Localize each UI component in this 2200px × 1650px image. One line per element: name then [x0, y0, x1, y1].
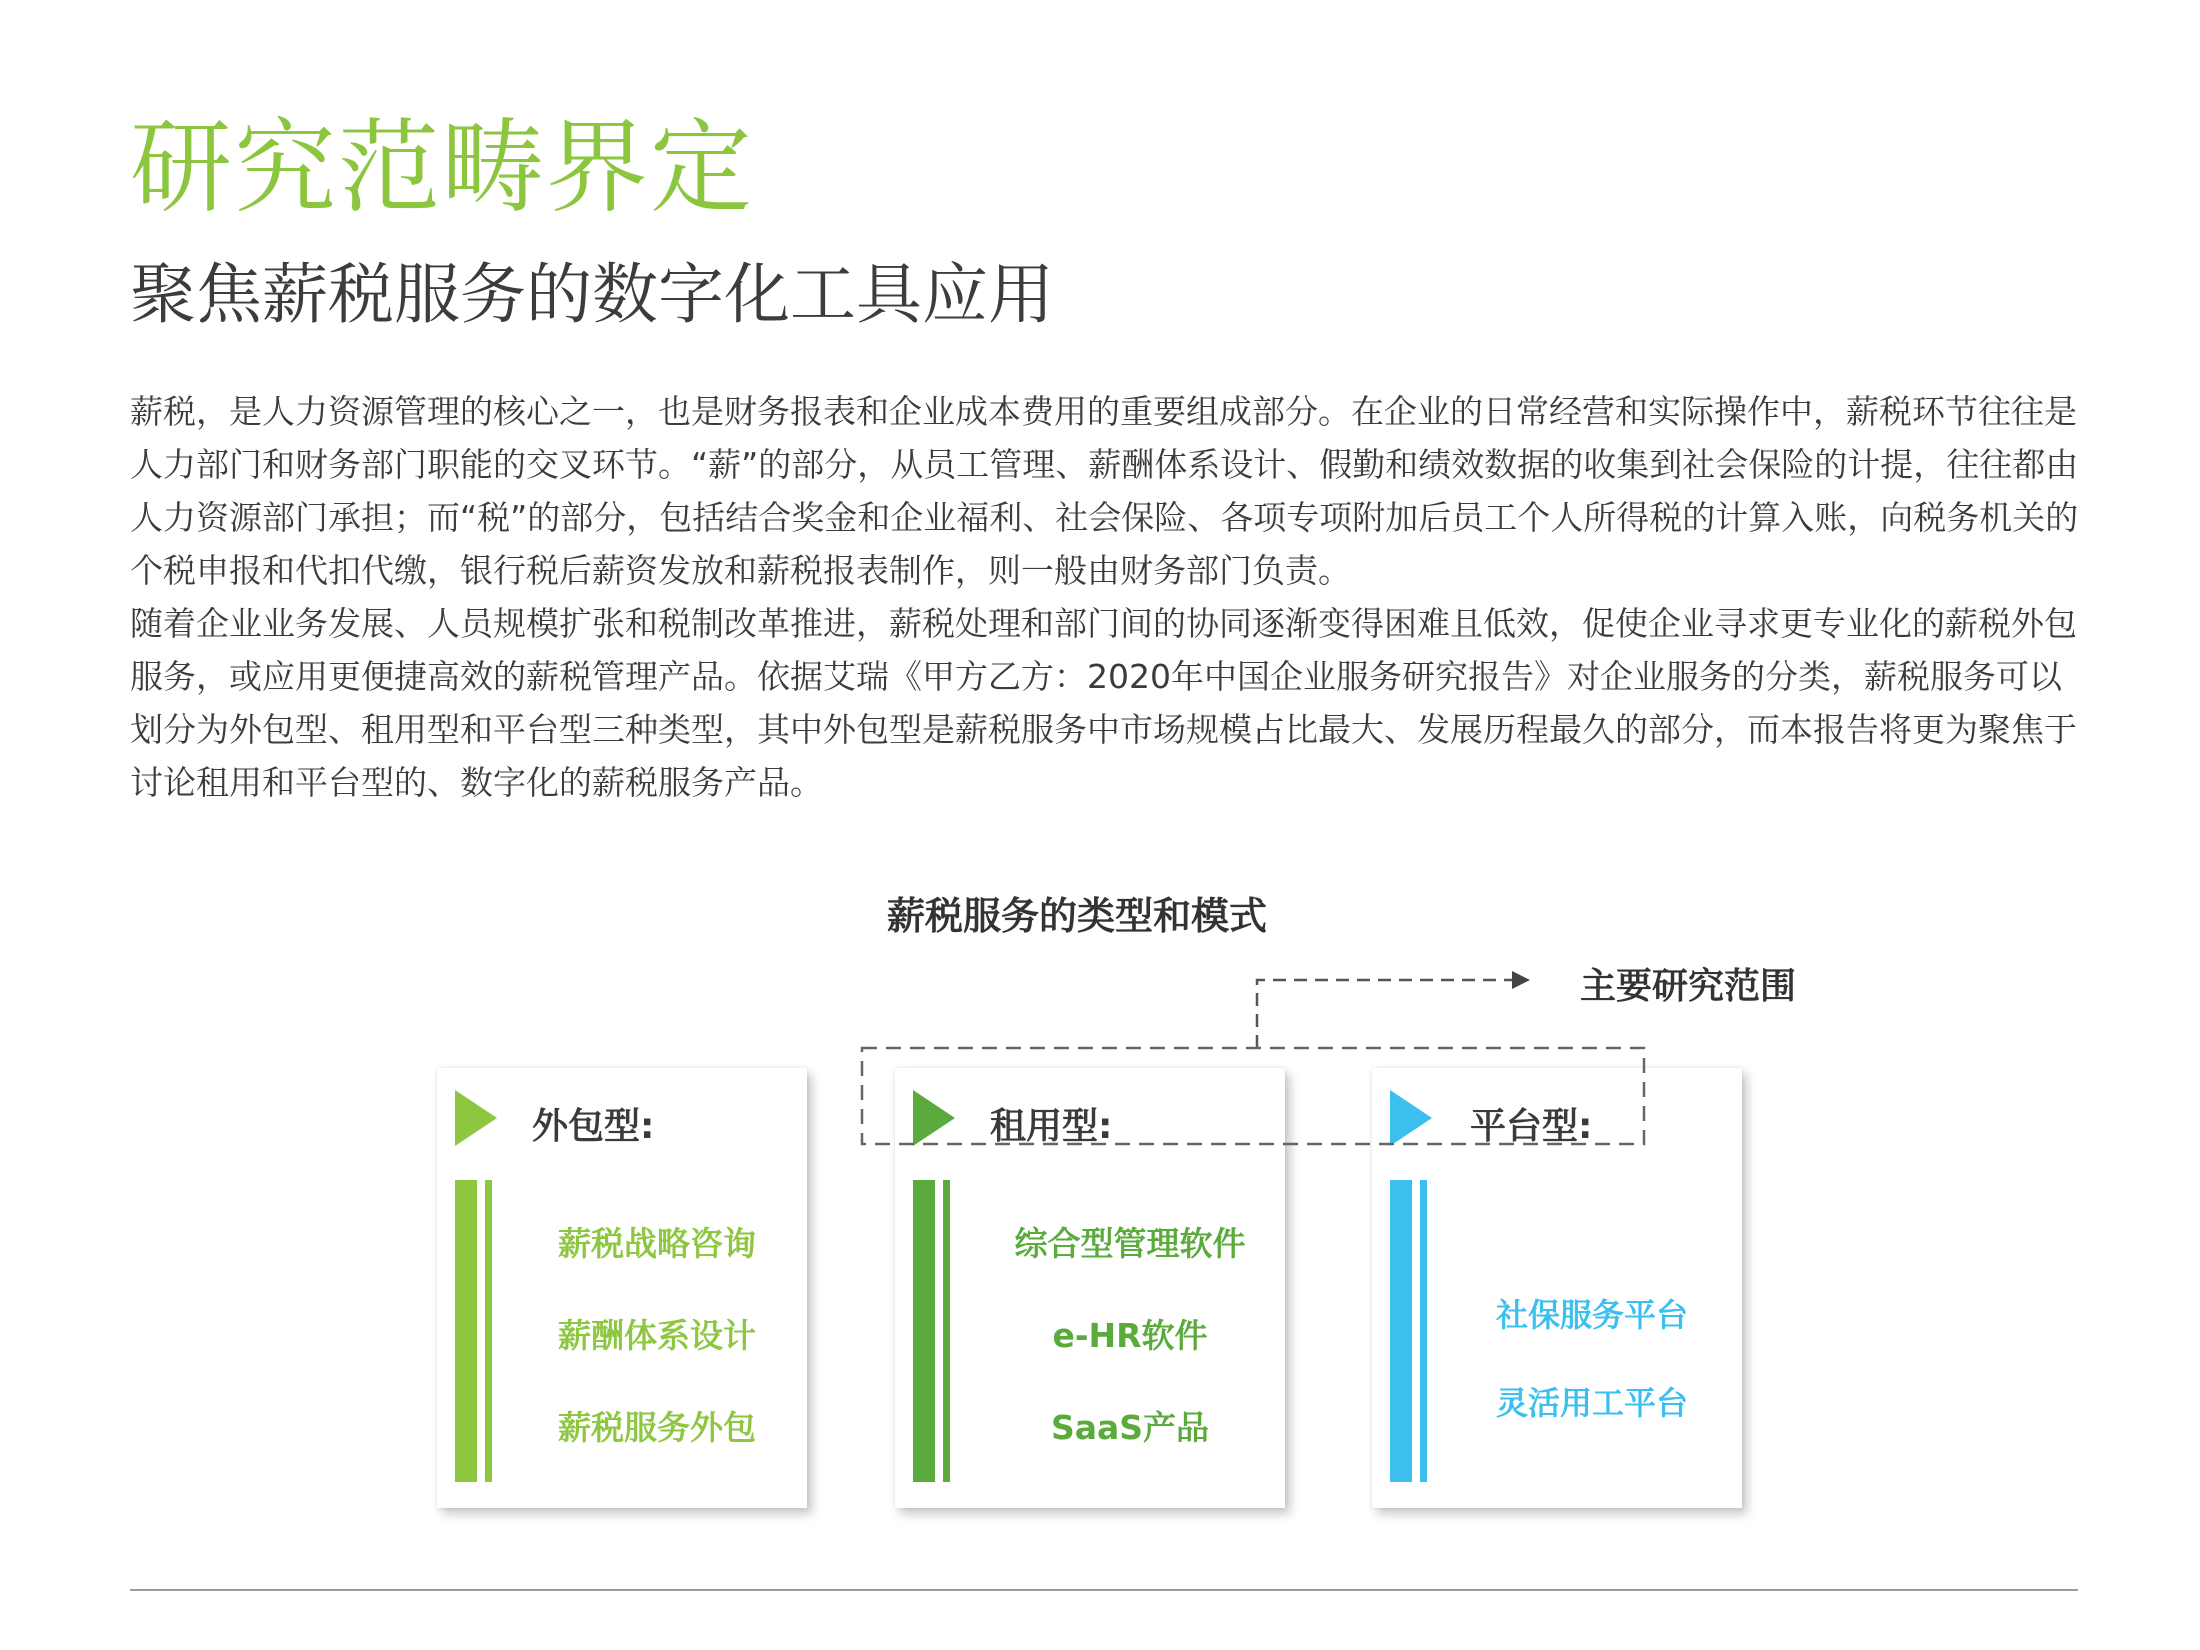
card-title: 租用型:	[990, 1106, 1113, 1147]
card-item: e-HR软件	[1052, 1316, 1208, 1355]
accent-bar-thin	[1420, 1180, 1427, 1482]
scope-arrow-line	[1257, 980, 1512, 1048]
card-item: 社保服务平台	[1495, 1296, 1688, 1334]
card-item: 薪税战略咨询	[558, 1224, 756, 1263]
scope-label: 主要研究范围	[1580, 966, 1797, 1007]
accent-bar	[455, 1180, 477, 1482]
card-item: 灵活用工平台	[1495, 1384, 1688, 1422]
card-title: 平台型:	[1470, 1106, 1593, 1147]
play-triangle-icon	[913, 1090, 955, 1146]
page-title: 研究范畴界定	[130, 109, 754, 228]
card-title: 外包型:	[532, 1106, 655, 1147]
card-items	[1457, 1290, 1727, 1424]
body-text	[130, 385, 2090, 809]
paragraph-1: 薪税，是人力资源管理的核心之一，也是财务报表和企业成本费用的重要组成部分。在企业的日常经营和实际操作中，薪税环节往往是人力部门和财务部门职能的交叉环节。“薪”的部分，从员工管理、薪酬体系设计、假勤和绩效数据的收集到社会保险的计提，往往都由人力资源部门承担；而“税”的部分，包括结合奖金和企业福利、社会保险、各项专项附加后员工个人所得税的计算入账，向税务机关的个税申报和代扣代缴，银行税后薪资发放和薪税报表制作，则一般由财务部门负责。	[130, 392, 2079, 590]
play-triangle-icon	[1390, 1090, 1432, 1146]
page-subtitle: 聚焦薪税服务的数字化工具应用	[130, 256, 1054, 333]
card-item: 薪酬体系设计	[558, 1316, 756, 1355]
diagram-title: 薪税服务的类型和模式	[887, 894, 1268, 938]
card-outsourcing	[437, 1068, 807, 1508]
card-rental	[895, 1068, 1285, 1508]
bottom-divider	[130, 1589, 2078, 1591]
card-item: 综合型管理软件	[1014, 1224, 1246, 1263]
card-platform	[1372, 1068, 1742, 1508]
card-items	[522, 1218, 792, 1449]
accent-bar	[913, 1180, 935, 1482]
card-item: 薪税服务外包	[558, 1408, 756, 1447]
scope-arrow-head	[1512, 971, 1530, 989]
play-triangle-icon	[455, 1090, 497, 1146]
card-items	[980, 1218, 1280, 1449]
accent-bar-thin	[943, 1180, 950, 1482]
card-item: SaaS产品	[1050, 1408, 1210, 1447]
accent-bar	[1390, 1180, 1412, 1482]
accent-bar-thin	[485, 1180, 492, 1482]
paragraph-2: 随着企业业务发展、人员规模扩张和税制改革推进，薪税处理和部门间的协同逐渐变得困难且低效，促使企业寻求更专业化的薪税外包服务，或应用更便捷高效的薪税管理产品。依据艾瑞《甲方乙方：2020年中国企业服务研究报告》对企业服务的分类，薪税服务可以划分为外包型、租用型和平台型三种类型，其中外包型是薪税服务中市场规模占比最大、发展历程最久的部分，而本报告将更为聚焦于讨论租用和平台型的、数字化的薪税服务产品。	[130, 604, 2077, 802]
